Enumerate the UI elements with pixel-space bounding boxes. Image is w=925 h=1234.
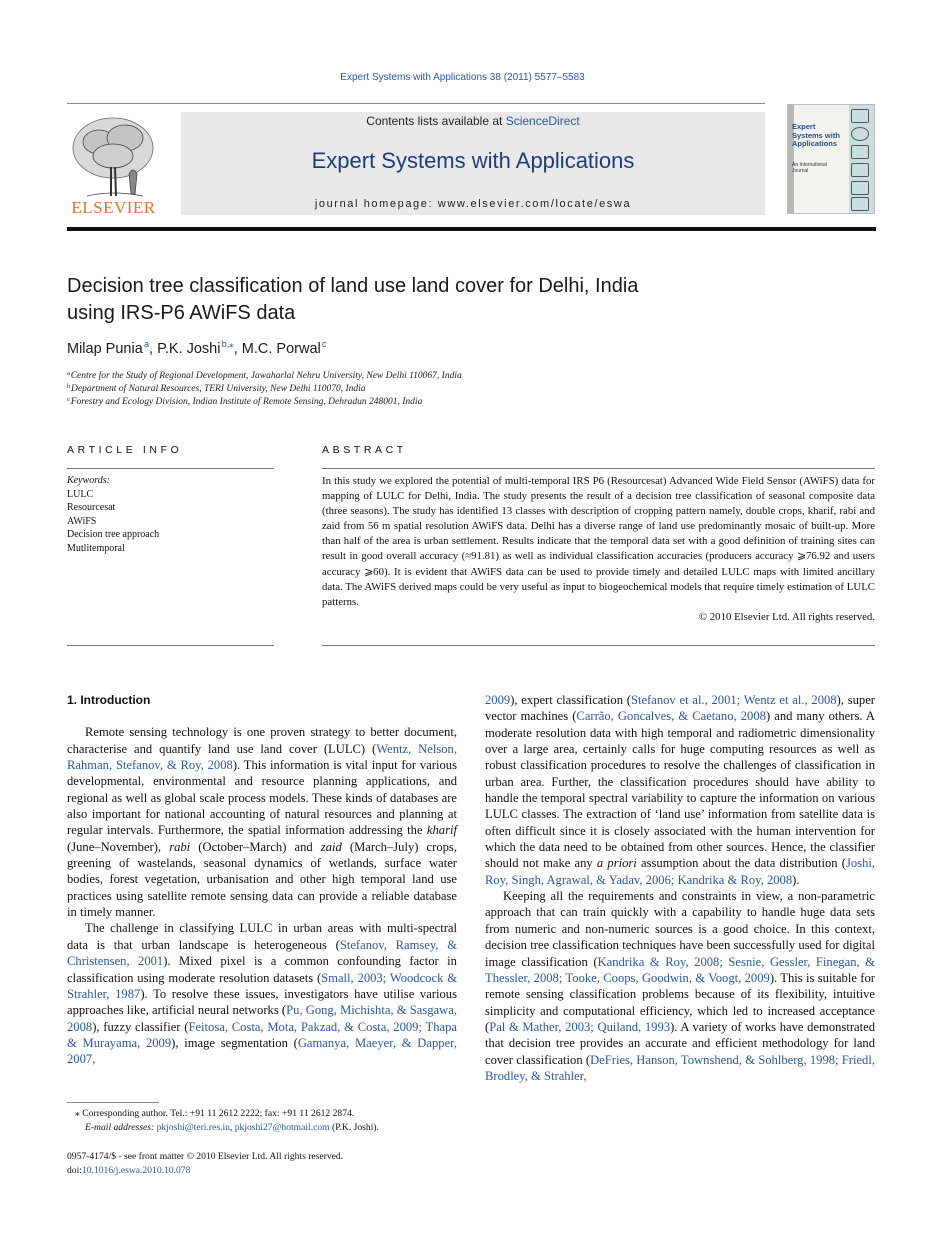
citation-link[interactable]: DeFries, Hanson, Townshend, & Sohlberg, 1998; Friedl, Brodley, & Strahler, bbox=[485, 1052, 875, 1083]
body-paragraph bbox=[485, 888, 875, 1084]
cover-subtitle: An International Journal bbox=[792, 162, 828, 174]
cover-title: Expert Systems with Applications bbox=[792, 122, 840, 148]
cover-network-icon bbox=[851, 197, 869, 211]
affiliation-text: Department of Natural Resources, TERI University, New Delhi 110070, India bbox=[71, 384, 366, 394]
author-name[interactable]: M.C. Porwal bbox=[241, 340, 321, 357]
sciencedirect-link[interactable]: ScienceDirect bbox=[505, 114, 580, 128]
doi-line bbox=[67, 1164, 487, 1178]
journal-masthead bbox=[181, 112, 765, 215]
citation-link[interactable]: Gamanya, Maeyer, & Dapper, 2007, bbox=[67, 1035, 458, 1067]
italic-term: zaid bbox=[320, 839, 342, 854]
citation-link[interactable]: Feitosa, Costa, Mota, Pakzad, & Costa, 2009; Thapa & Murayama, 2009 bbox=[67, 1019, 457, 1050]
author-name[interactable]: P.K. Joshi bbox=[157, 340, 221, 357]
contents-prefix: Contents lists available at bbox=[366, 114, 506, 128]
keywords-label: Keywords: bbox=[67, 475, 110, 486]
affiliation bbox=[67, 383, 767, 394]
text-run: The challenge in classifying LULC in urban areas with multi-spectral data is that urban landscape is heterogeneous ( bbox=[67, 921, 457, 952]
publisher-wordmark: ELSEVIER bbox=[71, 198, 156, 217]
cover-people-icon bbox=[851, 163, 869, 177]
text-run: ). bbox=[792, 872, 800, 887]
cover-chart-icon bbox=[851, 145, 869, 159]
text-run: ) and many others. A moderate resolution data with high temporal and radiometric dimensionality over a large area, certainly calls for huge computing resources as well as robust classification procedures to resolve the challenges of classification in urban area. Further, the classification procedures should have ability to handle the temporal spectral variability to capture the information on various LULC classes. The extraction of ‘land use’ information from satellite data is often difficult since it is closely associated with the human intervention for which the data need to be obtained from other sources. Hence, the classifier should not make any bbox=[485, 709, 876, 871]
abstract-body bbox=[322, 474, 875, 625]
corresponding-author-note: ⁎ Corresponding author. Tel.: +91 11 2612 2222; fax: +91 11 2612 2874. bbox=[75, 1108, 355, 1119]
text-run: assumption about the data distribution ( bbox=[636, 856, 846, 871]
abstract-heading: ABSTRACT bbox=[322, 444, 407, 456]
cover-building-icon bbox=[851, 181, 869, 195]
citation-link[interactable]: Pu, Gong, Michishta, & Sasgawa, 2008 bbox=[67, 1003, 457, 1034]
text-run: ). A variety of works have demonstrated that decision tree provides an accurate and efficient methodology for land cover classification ( bbox=[485, 1019, 875, 1067]
author-affiliation-marker[interactable]: b,⁎ bbox=[221, 339, 234, 349]
text-run: ). This is suitable for remote sensing classification problems because of its flexibility, intuitive simplicity and computational efficiency, which led to increased acceptance ( bbox=[485, 970, 875, 1034]
keyword: Mutlitemporal bbox=[67, 542, 125, 554]
citation-link[interactable]: Kandrika & Roy, 2008; Sesnie, Gessler, Finegan, & Thessler, 2008; Tooke, Coops, Goodwin, & Voogt, 2009 bbox=[485, 954, 875, 985]
text-run: (June–November), bbox=[67, 839, 170, 854]
affiliation bbox=[67, 396, 767, 407]
journal-title: Expert Systems with Applications bbox=[311, 148, 635, 173]
text-run: ), super vector machines ( bbox=[485, 693, 875, 724]
issn-line: 0957-4174/$ - see front matter © 2010 Elsevier Ltd. All rights reserved. bbox=[67, 1151, 344, 1162]
front-matter-block bbox=[67, 1150, 487, 1177]
journal-homepage[interactable]: journal homepage: www.elsevier.com/locate/eswa bbox=[314, 198, 632, 210]
header-divider bbox=[67, 103, 765, 104]
citation-link[interactable]: 2009 bbox=[485, 693, 511, 707]
author-name[interactable]: Milap Punia bbox=[67, 340, 143, 357]
doi-link[interactable]: 10.1016/j.eswa.2010.10.078 bbox=[81, 1164, 191, 1176]
affiliation-marker: a bbox=[67, 370, 70, 377]
article-info-top-rule bbox=[67, 468, 274, 469]
text-run: ). To resolve these issues, investigators have utilise various approaches like, artificial neural networks ( bbox=[67, 986, 457, 1018]
keyword: LULC bbox=[67, 488, 94, 500]
text-run: Remote sensing technology is one proven strategy to better document, characterise and quantify land use land cover (LULC) ( bbox=[67, 725, 457, 756]
email-note bbox=[67, 1121, 505, 1134]
citation-link[interactable]: Joshi, Roy, Singh, Agrawal, & Yadav, 2006; Kandrika & Roy, 2008 bbox=[485, 856, 876, 887]
body-column-right bbox=[485, 692, 875, 1084]
citation-link[interactable]: Small, 2003; Woodcock & Strahler, 1987 bbox=[67, 970, 457, 1001]
email-suffix: (P.K. Joshi). bbox=[329, 1122, 379, 1133]
citation-link[interactable]: Wentz, Nelson, Rahman, Stefanov, & Roy, 2008 bbox=[67, 741, 458, 773]
italic-term: rabi bbox=[169, 839, 191, 854]
text-run: ). Mixed pixel is a common confounding factor in classification using moderate resolution datasets ( bbox=[67, 954, 457, 985]
author-affiliation-marker[interactable]: a bbox=[143, 339, 149, 349]
email-label: E-mail addresses: bbox=[85, 1122, 157, 1133]
citation-link[interactable]: Pal & Mather, 2003; Quiland, 1993 bbox=[489, 1019, 671, 1034]
keywords-block bbox=[67, 474, 267, 555]
citation-link[interactable]: Stefanov et al., 2001; Wentz et al., 2008 bbox=[630, 693, 837, 707]
cover-globe-icon bbox=[851, 127, 869, 141]
author-affiliation-marker[interactable]: c bbox=[321, 339, 327, 349]
affiliation bbox=[67, 370, 767, 381]
masthead-rule bbox=[67, 227, 876, 231]
doi-label: doi: bbox=[67, 1164, 82, 1176]
body-paragraph bbox=[485, 692, 875, 888]
contents-availability bbox=[181, 114, 765, 128]
keyword: AWiFS bbox=[67, 515, 97, 527]
article-title-line-1: Decision tree classification of land use land cover for Delhi, India bbox=[67, 275, 639, 297]
journal-cover-thumbnail[interactable] bbox=[787, 104, 875, 214]
abstract-bottom-rule bbox=[322, 645, 875, 646]
text-run: (March–July) crops, greening of wastelands, seasonal dynamics of wetlands, surface water bodies, forest vegetation, urbanisation and other high temporal land use practices using satellite remote sensing data can provide a reliable database in timely manner. bbox=[67, 839, 457, 920]
cover-gear-icon bbox=[851, 109, 869, 123]
citation-link[interactable]: Stefanov, Ramsey, & Christensen, 2001 bbox=[67, 937, 458, 969]
email-link[interactable]: pkjoshi@teri.res.in bbox=[156, 1122, 230, 1133]
text-run: (October–March) and bbox=[190, 839, 321, 854]
affiliation-marker: b bbox=[67, 383, 71, 390]
italic-term: a priori bbox=[596, 856, 637, 871]
section-heading: 1. Introduction bbox=[67, 693, 151, 707]
text-run: ), expert classification ( bbox=[510, 693, 631, 707]
body-column-left bbox=[67, 692, 457, 1068]
italic-term: kharif bbox=[426, 823, 457, 838]
keyword: Resourcesat bbox=[67, 502, 116, 513]
email-separator: , bbox=[229, 1122, 235, 1133]
text-run: ). This information is vital input for various developmental, environmental and resource planning applications, and regional as well as global scale process models. These kinds of databases are also important for national accounting of natural resources and planning at regular intervals. Furthermore, the spatial information addressing the bbox=[67, 758, 457, 838]
text-run: ), fuzzy classifier ( bbox=[92, 1019, 189, 1034]
author-list: Milap Punia $^a$, P.K. Joshi $^{b,⁎}$, M.C. Porwal $^c$ bbox=[67, 339, 327, 357]
article-info-heading: ARTICLE INFO bbox=[67, 444, 183, 456]
citation-link[interactable]: Carrão, Goncalves, & Caetano, 2008 bbox=[576, 709, 766, 724]
journal-reference[interactable]: Expert Systems with Applications 38 (2011) 5577–5583 bbox=[340, 72, 585, 83]
abstract-paragraph: In this study we explored the potential of multi-temporal IRS P6 (Resourcesat) Advanced Wide Field Sensor (AWiFS) data for mapping of LULC for Delhi, India. The study presents the result of a decision tree classification of seasonal composite data (three seasons). The study has identified 13 classes with description of cropping pattern namely, double crops, kharif, rabi and zaid from 56 m spatial resolution AWiFS data. Delhi has a diverse range of land use predominantly mosaic of built-up. More than half of the area is urban settlement. Results indicate that the temporal data set with a good definition of training sites can result in good overall accuracy (≈91.81) as well as individual classification accuracies (producers accuracy ⩾76.92 and users accuracy ⩾60). It is evident that AWiFS data can be used to provide timely and detailed LULC maps with limited ancillary data. The AWiFS derived maps could be very useful as input to biogeochemical models that require timely estimation of LULC patterns. bbox=[322, 475, 875, 608]
affiliation-text: Centre for the Study of Regional Development, Jawaharlal Nehru University, New Delhi 110067, India bbox=[70, 371, 462, 381]
article-info-bottom-rule bbox=[67, 645, 274, 646]
email-link[interactable]: pkjoshi27@hotmail.com bbox=[234, 1122, 330, 1133]
text-run: ), image segmentation ( bbox=[171, 1035, 298, 1050]
affiliation-marker: c bbox=[67, 396, 70, 403]
footnote-rule bbox=[67, 1102, 159, 1103]
body-paragraph bbox=[67, 724, 457, 920]
abstract-copyright: © 2010 Elsevier Ltd. All rights reserved. bbox=[698, 610, 875, 623]
article-title bbox=[67, 273, 767, 327]
article-title-line-2: using IRS-P6 AWiFS data bbox=[67, 302, 296, 324]
text-run: Keeping all the requirements and constraints in view, a non-parametric approach that can train quickly with a capability to handle huge data sets from numeric and non-numeric sources is a good choice. In this context, decision tree classification techniques have been successfully used for digital image classification ( bbox=[485, 889, 875, 969]
abstract-top-rule bbox=[322, 468, 875, 469]
body-paragraph bbox=[67, 920, 457, 1067]
affiliation-text: Forestry and Ecology Division, Indian Institute of Remote Sensing, Dehradun 248001, India bbox=[70, 397, 423, 407]
keyword: Decision tree approach bbox=[67, 529, 160, 540]
